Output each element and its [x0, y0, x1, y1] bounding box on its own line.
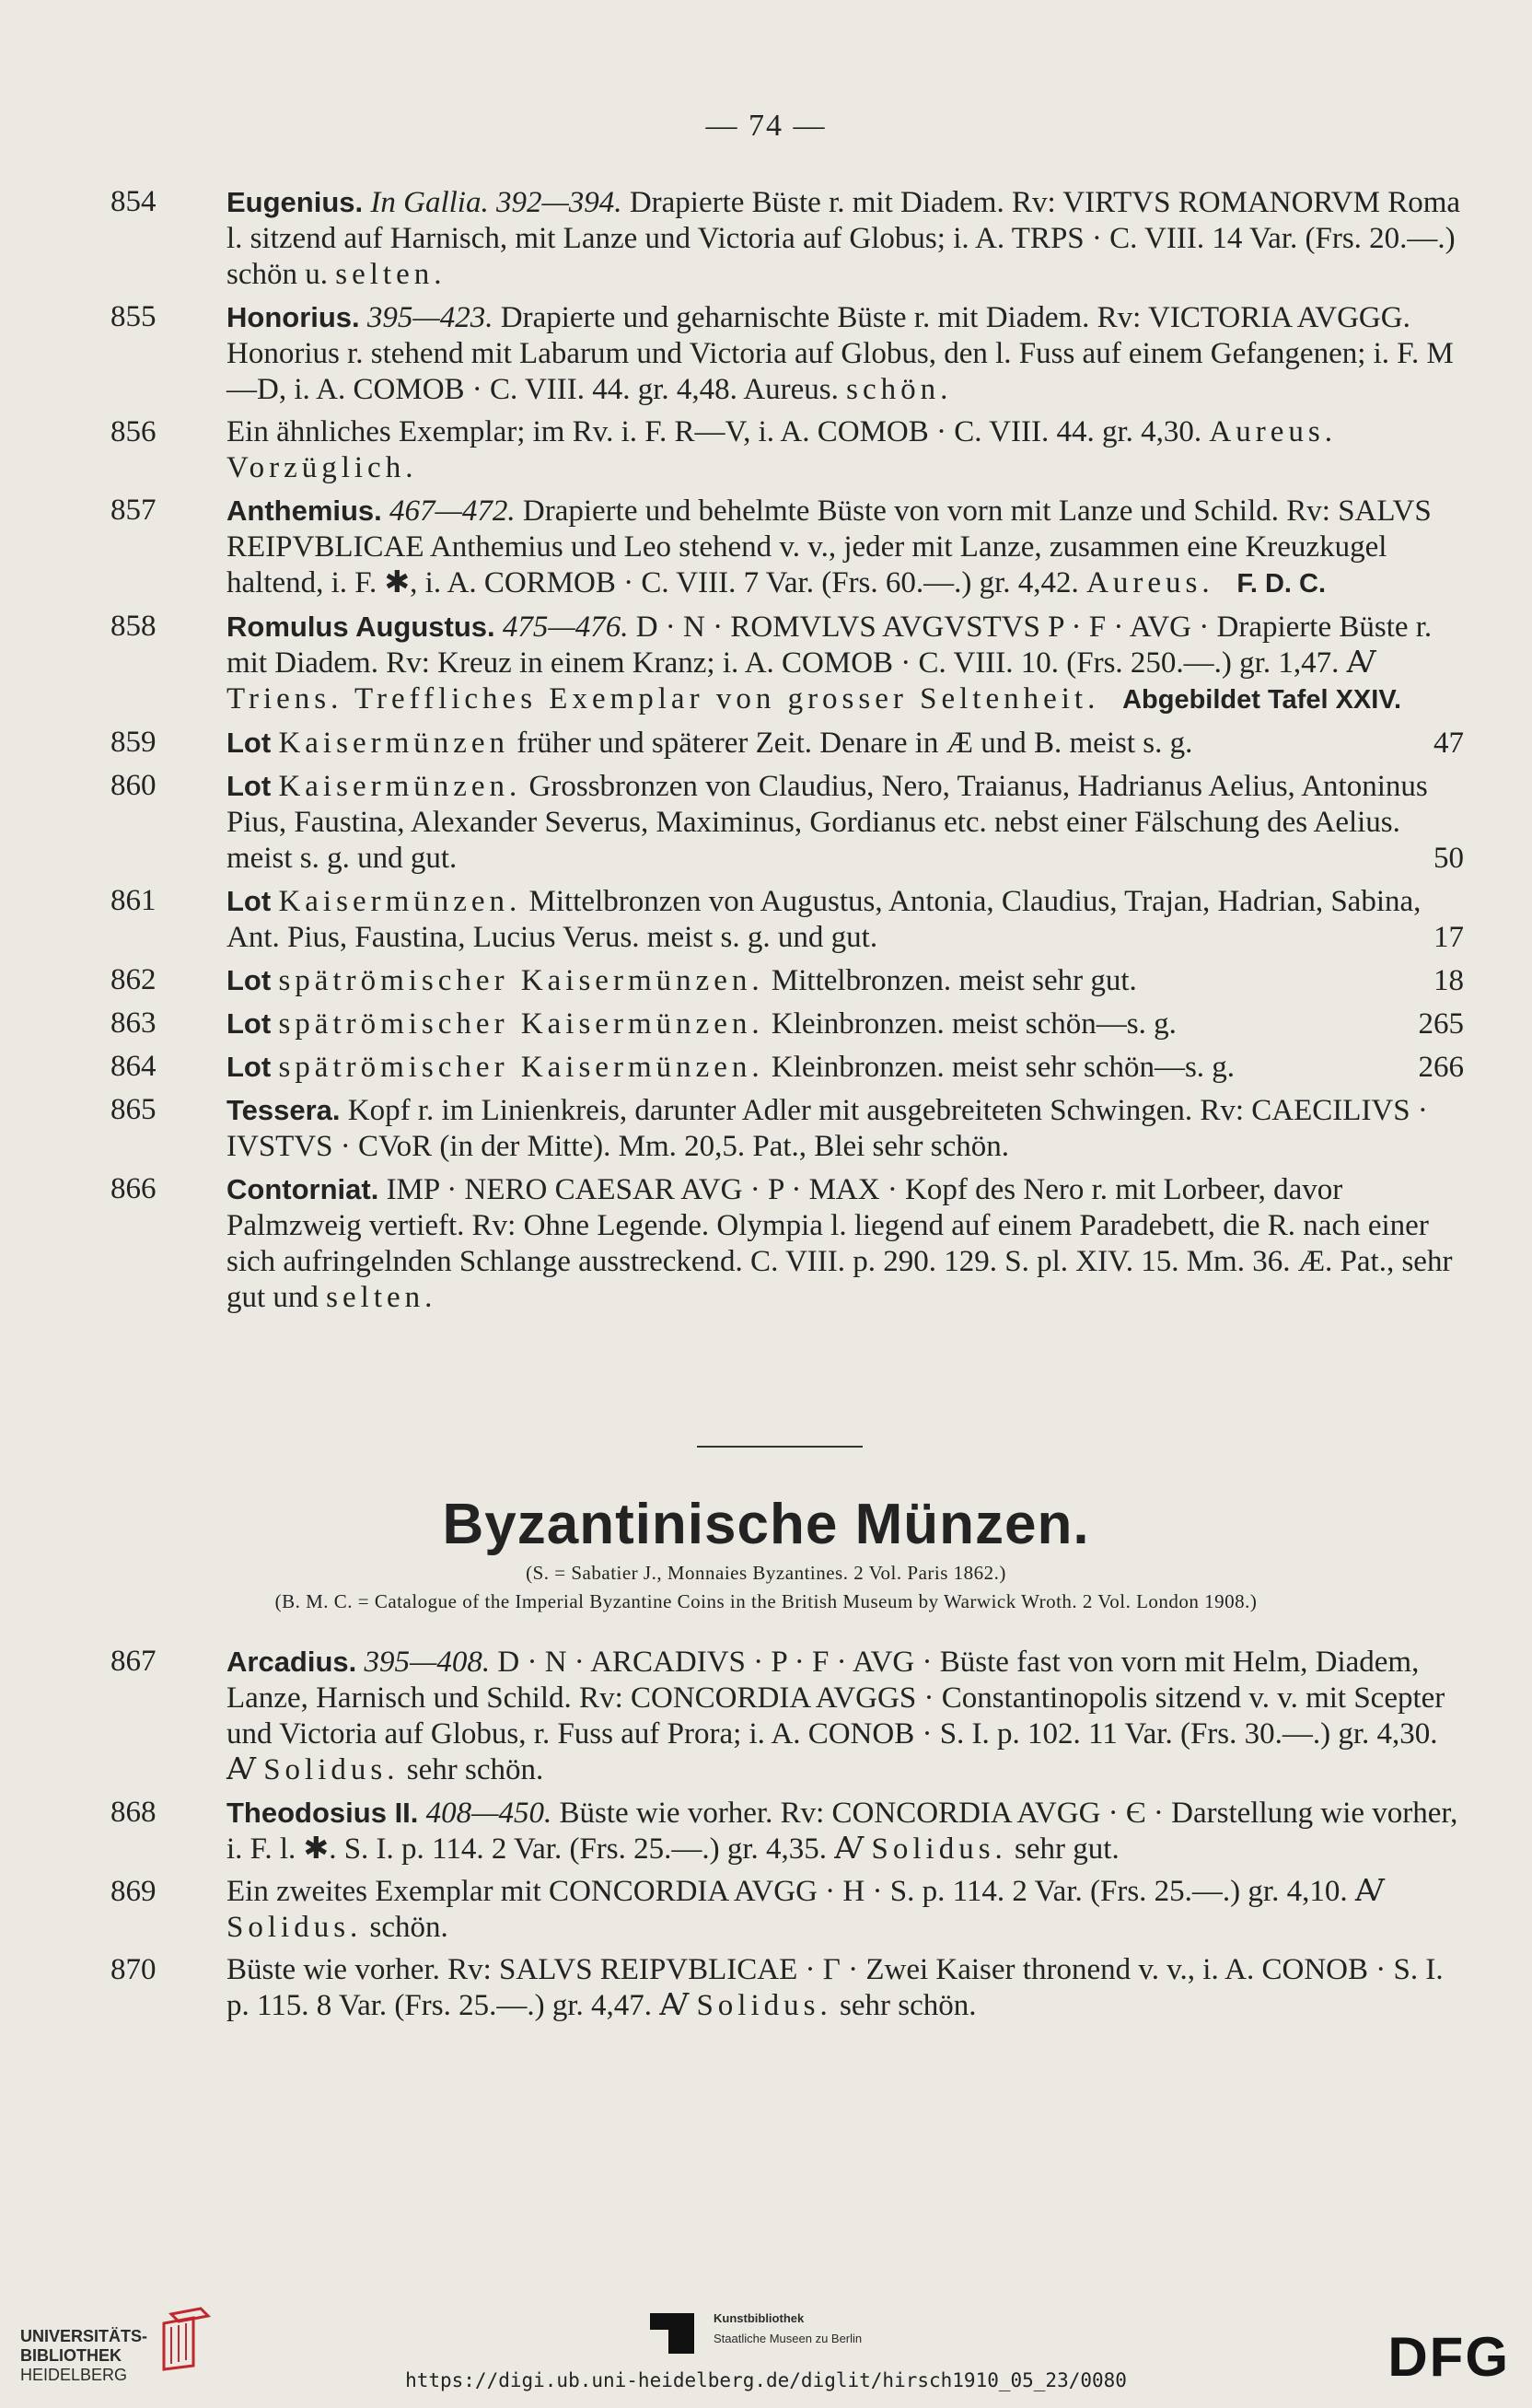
entry-name: Lot	[226, 727, 272, 759]
entry-number: 863	[110, 1006, 157, 1040]
catalog-entry	[110, 725, 1464, 762]
entry-number: 854	[110, 185, 157, 218]
entry-number: 865	[110, 1093, 157, 1126]
abbreviation-note-bmc: (B. M. C. = Catalogue of the Imperial Byzantine Coins in the British Museum by Warwick Wroth. 2 Vol. London 1908.)	[274, 1590, 1258, 1612]
page-number: — 74 —	[705, 109, 827, 143]
catalog-entry	[110, 1952, 1464, 2024]
entry-dates: 395—408.	[364, 1646, 491, 1679]
entry-spaced-text: Aureus.	[1086, 566, 1214, 599]
entry-spaced-text: spätrömischer Kaisermünzen.	[278, 1007, 764, 1041]
ub-line3: HEIDELBERG	[20, 2366, 128, 2384]
catalog-entry	[110, 493, 1464, 602]
entry-spaced-text: spätrömischer Kaisermünzen.	[278, 1051, 764, 1084]
entry-name: Romulus Augustus.	[226, 611, 495, 643]
abbreviation-note-sabatier: (S. = Sabatier J., Monnaies Byzantines. 2 Vol. Paris 1862.)	[526, 1562, 1006, 1584]
entry-spaced-text: spätrömischer Kaisermünzen.	[278, 964, 764, 997]
entry-number: 860	[110, 769, 157, 802]
entry-number: 868	[110, 1796, 157, 1829]
entry-grade: F. D. C.	[1236, 569, 1327, 599]
entry-name: Lot	[226, 885, 272, 917]
entry-spaced-text: Solidus.	[871, 1832, 1007, 1866]
entry-number: 858	[110, 610, 157, 643]
entry-description-tail: sehr schön.	[831, 1989, 977, 2022]
footer	[0, 2279, 1532, 2408]
entry-description: Drapierte und geharnischte Büste r. mit Diadem. Rv: VICTORIA AVGGG. Honorius r. stehend mit Labarum und Victoria auf Globus, den l. Fuss auf einem Gefangenen; i. F. M—D, i. A. COMOB · C. VIII. 44. gr. 4,48. Aureus.	[226, 301, 1454, 406]
entry-spaced-text: Solidus.	[696, 1989, 832, 2022]
entry-number: 862	[110, 963, 157, 996]
entry-lot-count: 17	[1433, 921, 1464, 954]
catalog-entry	[110, 1006, 1464, 1042]
entry-lot-count: 50	[1433, 842, 1464, 875]
entry-spaced-text: Triens. Treffliches Exemplar von grosser Seltenheit.	[226, 682, 1100, 715]
ub-heidelberg-logo-icon	[155, 2307, 212, 2371]
entry-spaced-text: Solidus.	[226, 1911, 363, 1944]
entry-name: Eugenius.	[226, 186, 364, 218]
entry-spaced-text: selten.	[335, 258, 447, 291]
entry-description: Ein ähnliches Exemplar; im Rv. i. F. R—V, i. A. COMOB · C. VIII. 44. gr. 4,30.	[226, 415, 1210, 448]
entry-description: D · N · ARCADIVS · P · F · AVG · Büste fast von vorn mit Helm, Diadem, Lanze, Harnisch und Schild. Rv: CONCORDIA AVGGS · Constantinopolis sitzend v. v. mit Scepter und Victoria auf Globus, r. Fuss auf Prora; i. A. CONOB · S. I. p. 102. 11 Var. (Frs. 30.—.) gr. 4,30. Ꜹ	[226, 1646, 1445, 1786]
entry-description-tail: sehr schön.	[399, 1753, 544, 1786]
entry-number: 861	[110, 884, 157, 917]
ub-line2: BIBLIOTHEK	[20, 2346, 122, 2365]
entry-description-tail: Mittelbronzen. meist sehr gut.	[763, 964, 1137, 997]
catalog-entry	[110, 1795, 1464, 1867]
catalog-entry	[110, 299, 1464, 408]
entry-description-tail: Grossbronzen von Claudius, Nero, Traianus, Hadrianus Aelius, Antoninus Pius, Faustina, Alexander Severus, Maximinus, Gordianus etc. nebst einer Fälschung des Aelius. meist s. g. und gut.	[226, 770, 1428, 875]
entry-dates: 395—423.	[366, 301, 493, 334]
entry-description: Ein zweites Exemplar mit CONCORDIA AVGG · H · S. p. 114. 2 Var. (Frs. 25.—.) gr. 4,10. Ꜹ	[226, 1875, 1385, 1908]
entry-lot-count: 47	[1433, 727, 1464, 760]
entry-description: IMP · NERO CAESAR AVG · P · MAX · Kopf des Nero r. mit Lorbeer, davor Palmzweig vertieft. Rv: Ohne Legende. Olympia l. liegend auf einem Paradebett, die R. nach einer sich aufringelnden Schlange ausstreckend. C. VIII. p. 290. 129. S. pl. XIV. 15. Mm. 36. Æ. Pat., sehr gut und	[226, 1173, 1453, 1314]
entry-description-tail: Kleinbronzen. meist sehr schön—s. g.	[763, 1051, 1236, 1084]
entry-name: Lot	[226, 1051, 272, 1083]
ub-line1: UNIVERSITÄTS-	[20, 2327, 148, 2345]
entry-description-tail: Mittelbronzen von Augustus, Antonia, Claudius, Trajan, Hadrian, Sabina, Ant. Pius, Faustina, Lucius Verus. meist s. g. und gut.	[226, 885, 1422, 954]
entry-spaced-text: Aureus. Vorzüglich.	[226, 415, 1337, 484]
catalog-entry	[110, 609, 1464, 718]
entry-dates: In Gallia. 392—394.	[370, 186, 622, 219]
entry-dates: 475—476.	[502, 611, 629, 644]
entry-description-tail: schön.	[362, 1911, 448, 1944]
entry-name: Contorniat.	[226, 1173, 379, 1205]
entry-name: Arcadius.	[226, 1646, 357, 1678]
entry-name: Honorius.	[226, 301, 360, 333]
entry-description: D · N · ROMVLVS AVGVSTVS P · F · AVG · Drapierte Büste r. mit Diadem. Rv: Kreuz in einem Kranz; i. A. COMOB · C. VIII. 10. (Frs. 250.—.) gr. 1,47. Ꜹ	[226, 611, 1433, 680]
entry-dates: 467—472.	[389, 494, 516, 528]
entry-spaced-text: Kaisermünzen	[278, 727, 510, 760]
catalog-entry	[110, 1874, 1464, 1946]
kb-line2: Staatliche Museen zu Berlin	[714, 2332, 863, 2345]
entry-spaced-text: schön.	[846, 373, 953, 406]
catalog-entry	[110, 414, 1464, 486]
entry-description: Büste wie vorher. Rv: SALVS REIPVBLICAE · Γ · Zwei Kaiser thronend v. v., i. A. CONOB · S. I. p. 115. 8 Var. (Frs. 25.—.) gr. 4,47. Ꜹ	[226, 1953, 1444, 2022]
entry-description-tail: früher und späterer Zeit. Denare in Æ und B. meist s. g.	[509, 727, 1193, 760]
entry-grade: Abgebildet Tafel XXIV.	[1122, 685, 1402, 715]
kb-line1: Kunstbibliothek	[714, 2311, 805, 2325]
entry-name: Tessera.	[226, 1094, 341, 1126]
entry-lot-count: 265	[1418, 1007, 1464, 1041]
entry-number: 864	[110, 1050, 157, 1083]
entry-number: 857	[110, 494, 157, 527]
entry-name: Lot	[226, 1007, 272, 1040]
entry-number: 859	[110, 726, 157, 759]
entry-spaced-text: selten.	[326, 1281, 437, 1314]
entry-lot-count: 18	[1433, 964, 1464, 997]
entry-description: Drapierte Büste r. mit Diadem. Rv: VIRTVS ROMANORVM Roma l. sitzend auf Harnisch, mit Lanze und Victoria auf Globus; i. A. TRPS · C. VIII. 14 Var. (Frs. 20.—.) schön u.	[226, 186, 1461, 291]
catalog-entry	[110, 962, 1464, 999]
catalog-entry	[110, 883, 1464, 956]
entry-number: 870	[110, 1953, 157, 1986]
permalink-url[interactable]: https://digi.ub.uni-heidelberg.de/diglit/hirsch1910_05_23/0080	[405, 2369, 1127, 2391]
entry-number: 866	[110, 1172, 157, 1205]
entry-description-tail: sehr gut.	[1006, 1832, 1120, 1866]
entry-number: 867	[110, 1645, 157, 1678]
catalog-entries	[110, 184, 1464, 1322]
entry-description: Drapierte und behelmte Büste von vorn mit Lanze und Schild. Rv: SALVS REIPVBLICAE Anthemius und Leo stehend v. v., jeder mit Lanze, zusammen eine Kreuzkugel haltend, i. F. ✱, i. A. CORMOB · C. VIII. 7 Var. (Frs. 60.—.) gr. 4,42.	[226, 494, 1432, 599]
entry-name: Theodosius II.	[226, 1797, 419, 1829]
kunstbibliothek-logo-icon	[650, 2313, 694, 2354]
kunstbibliothek-label[interactable]	[714, 2309, 862, 2349]
entry-number: 855	[110, 300, 157, 333]
byzantine-entries	[110, 1644, 1464, 2030]
catalog-entry	[110, 184, 1464, 293]
entry-spaced-text: Kaisermünzen.	[278, 885, 522, 918]
entry-spaced-text: Solidus.	[263, 1753, 400, 1786]
entry-lot-count: 266	[1418, 1051, 1464, 1084]
dfg-logo[interactable]: DFG	[1387, 2326, 1510, 2388]
catalog-entry	[110, 1171, 1464, 1316]
entry-number: 869	[110, 1875, 157, 1908]
entry-name: Anthemius.	[226, 494, 382, 527]
entry-description: Kopf r. im Linienkreis, darunter Adler mit ausgebreiteten Schwingen. Rv: CAECILIVS · IVSTVS · CVoR (in der Mitte). Mm. 20,5. Pat., Blei sehr schön.	[226, 1094, 1428, 1163]
entry-number: 856	[110, 415, 157, 448]
catalog-entry	[110, 1644, 1464, 1788]
catalog-entry	[110, 1049, 1464, 1086]
catalog-entry	[110, 1092, 1464, 1165]
entry-spaced-text: Kaisermünzen.	[278, 770, 522, 803]
section-title: Byzantinische Münzen.	[442, 1493, 1090, 1556]
entry-description: Büste wie vorher. Rv: CONCORDIA AVGG · Є · Darstellung wie vorher, i. F. l. ✱. S. I. p. 114. 2 Var. (Frs. 25.—.) gr. 4,35. Ꜹ	[226, 1797, 1458, 1866]
entry-name: Lot	[226, 964, 272, 996]
entry-dates: 408—450.	[425, 1797, 552, 1830]
section-divider	[697, 1446, 863, 1448]
catalog-entry	[110, 768, 1464, 877]
entry-name: Lot	[226, 770, 272, 802]
entry-description-tail: Kleinbronzen. meist schön—s. g.	[763, 1007, 1177, 1041]
